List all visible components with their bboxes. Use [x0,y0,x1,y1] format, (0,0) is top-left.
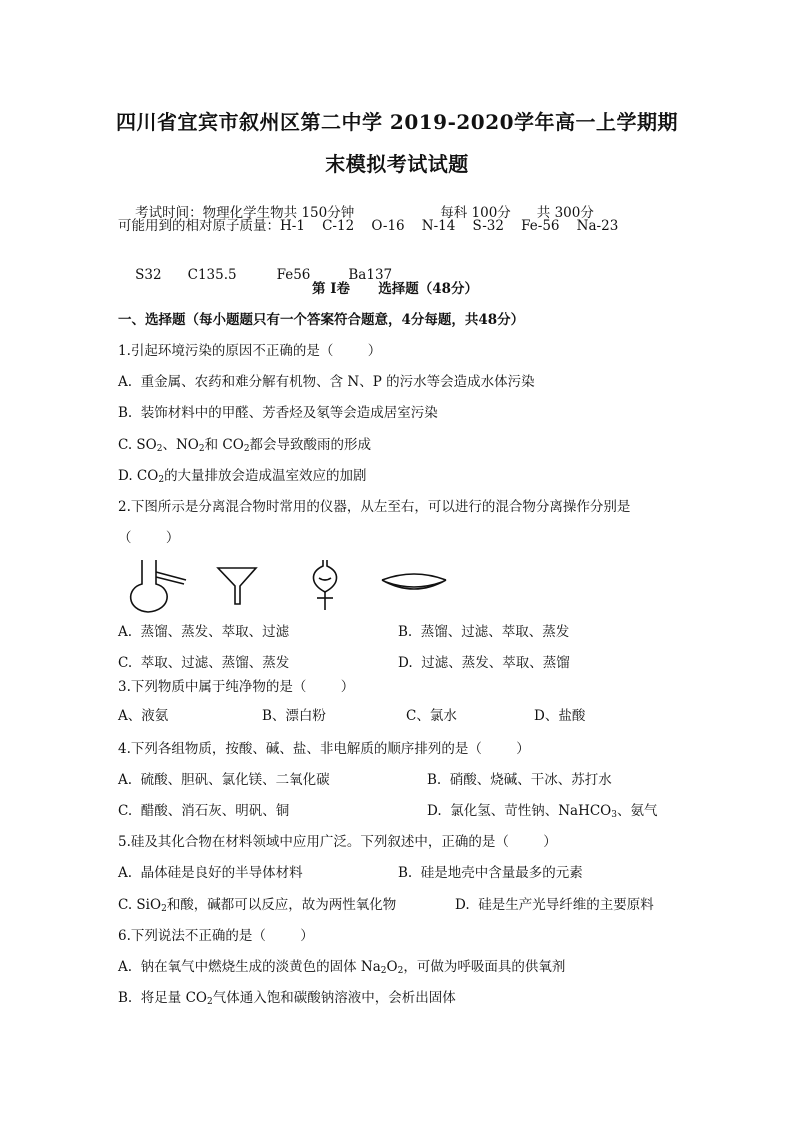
q2-paren: （ ） [118,530,180,546]
q1-option-b: B. 装饰材料中的甲醛、芳香烃及氡等会造成居室污染 [118,405,438,421]
q2-stem: 2.下图所示是分离混合物时常用的仪器，从左至右，可以进行的混合物分离操作分别是 [118,499,631,515]
q4-option-d: D. 氯化氢、苛性钠、NaHCO$_3$、氨气 [427,803,658,820]
title-line-2: 末模拟考试试题 [325,152,469,176]
q2-option-a: A. 蒸馏、蒸发、萃取、过滤 [118,624,290,640]
q6-option-b: B. 将足量 $CO_2$气体通入饱和碳酸钠溶液中，会析出固体 [118,990,456,1007]
q1-option-d: D. $CO_2$的大量排放会造成温室效应的加剧 [118,468,367,485]
q5-option-a: A. 晶体硅是良好的半导体材料 [118,865,303,881]
q5-stem: 5.硅及其化合物在材料领域中应用广泛。下列叙述中，正确的是（ ） [118,834,557,850]
q3-stem: 3.下列物质中属于纯净物的是（ ） [118,679,355,695]
q4-option-b: B. 硝酸、烧碱、干冰、苏打水 [427,772,612,788]
part-heading: 一、选择题（每小题题只有一个答案符合题意，4分每题，共48分） [118,312,525,328]
q5-option-b: B. 硅是地壳中含量最多的元素 [398,865,583,881]
title-line-1: 四川省宜宾市叙州区第二中学 2019-2020学年高一上学期期 [115,110,679,134]
q1-option-a: A. 重金属、农药和难分解有机物、含 N、P 的污水等会造成水体污染 [118,374,535,390]
evaporating-dish-icon [382,574,446,589]
q4-stem: 4.下列各组物质，按酸、碱、盐、非电解质的顺序排列的是（ ） [118,741,530,757]
exam-time: 考试时间：物理化学生物共 150分钟 [135,205,355,221]
q4-option-a: A. 硫酸、胆矾、氯化镁、二氧化碳 [118,772,330,788]
q3-option-a: A、液氨 [118,708,169,724]
q1-option-c: C. $SO_2$、$NO_2$和 $CO_2$都会导致酸雨的形成 [118,437,372,454]
q4-option-c: C. 醋酸、消石灰、明矾、铜 [118,803,290,819]
q3-option-c: C、氯水 [406,708,457,724]
distilling-flask-icon [131,560,186,612]
q3-option-b: B、漂白粉 [262,708,326,724]
q6-option-a: A. 钠在氧气中燃烧生成的淡黄色的固体 $Na_2O_2$，可做为呼吸面具的供氧剂 [118,959,566,976]
atomic-masses-line-1: 可能用到的相对原子质量：H-1 C-12 O-16 N-14 S-32 Fe-56 Na-23 [118,218,619,234]
q5-option-c: C. SiO$_2$和酸，碱都可以反应，故为两性氧化物 [118,897,397,914]
mass-cl: C135.5 [187,267,237,283]
q1-stem: 1.引起环境污染的原因不正确的是（ ） [118,343,382,359]
q3-option-d: D、盐酸 [534,708,586,724]
q6-stem: 6.下列说法不正确的是（ ） [118,928,314,944]
mass-s: S32 [135,267,162,283]
q2-option-d: D. 过滤、蒸发、萃取、蒸馏 [398,655,570,671]
section-title: 第 I卷 选择题（48分） [312,281,479,297]
exam-score-each: 每科 100分 [440,205,511,221]
separatory-funnel-icon [313,560,336,610]
mass-fe: Fe56 [276,267,311,283]
funnel-icon [218,568,256,604]
exam-score-total: 共 300分 [536,205,594,221]
mass-ba: Ba137 [348,267,393,283]
apparatus-figure [120,558,460,618]
q2-option-c: C. 萃取、过滤、蒸馏、蒸发 [118,655,290,671]
q5-option-d: D. 硅是生产光导纤维的主要原料 [455,897,654,913]
q2-option-b: B. 蒸馏、过滤、萃取、蒸发 [398,624,570,640]
